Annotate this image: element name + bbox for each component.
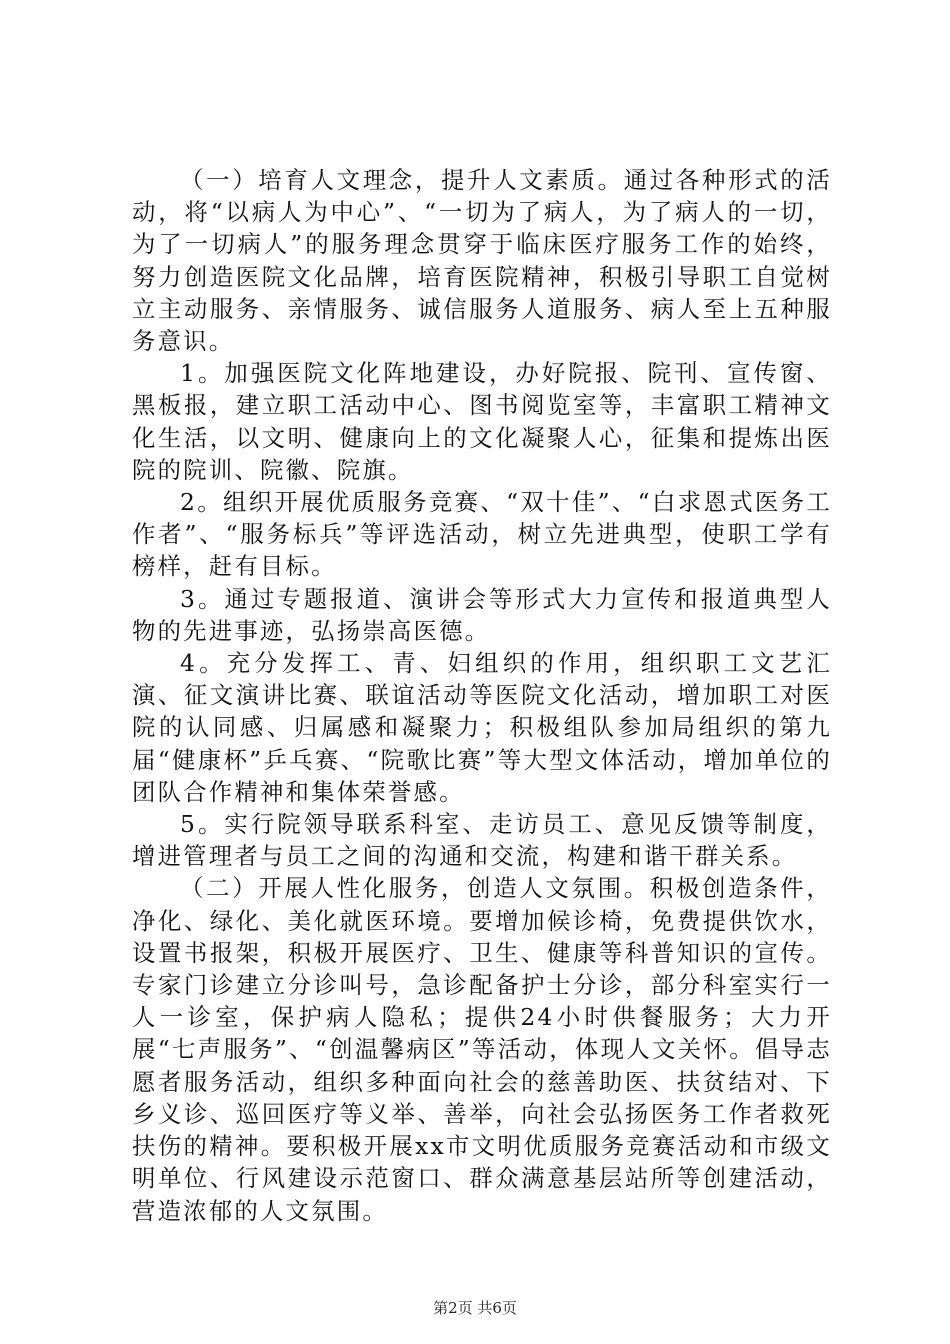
paragraph-item-4: 4。充分发挥工、青、妇组织的作用，组织职工文艺汇演、征文演讲比赛、联谊活动等医院文化活动，增加职工对医院的认同感、归属感和凝聚力；积极组队参加局组织的第九届“健康杯”乒乓赛、“院歌比赛”等大型文体活动，增加单位的团队合作精神和集体荣誉感。 xyxy=(132,649,832,806)
page-number-footer: 第2页 共6页 xyxy=(433,1299,517,1317)
paragraph-section-1-heading: （一）培育人文理念，提升人文素质。通过各种形式的活动，将“以病人为中心”、“一切为了病人，为了病人的一切，为了一切病人”的服务理念贯穿于临床医疗服务工作的始终，努力创造医院文化品牌，培育医院精神，积极引导职工自觉树立主动服务、亲情服务、诚信服务人道服务、病人至上五种服务意识。 xyxy=(132,166,832,356)
paragraph-item-2: 2。组织开展优质服务竞赛、“双十佳”、“白求恩式医务工作者”、“服务标兵”等评选活动，树立先进典型，使职工学有榜样，赶有目标。 xyxy=(132,488,832,581)
document-body xyxy=(132,164,832,1227)
paragraph-item-5: 5。实行院领导联系科室、走访员工、意见反馈等制度，增进管理者与员工之间的沟通和交流，构建和谐干群关系。 xyxy=(132,810,832,871)
paragraph-section-2-heading: （二）开展人性化服务，创造人文氛围。积极创造条件，净化、绿化、美化就医环境。要增加候诊椅，免费提供饮水，设置书报架，积极开展医疗、卫生、健康等科普知识的宣传。专家门诊建立分诊叫号，急诊配备护士分诊，部分科室实行一人一诊室，保护病人隐私；提供24小时供餐服务；大力开展“七声服务”、“创温馨病区”等活动，体现人文关怀。倡导志愿者服务活动，组织多种面向社会的慈善助医、扶贫结对、下乡义诊、巡回医疗等义举、善举，向社会弘扬医务工作者救死扶伤的精神。要积极开展xx市文明优质服务竞赛活动和市级文明单位、行风建设示范窗口、群众满意基层站所等创建活动，营造浓郁的人文氛围。 xyxy=(132,874,832,1225)
paragraph-item-3: 3。通过专题报道、演讲会等形式大力宣传和报道典型人物的先进事迹，弘扬崇高医德。 xyxy=(132,584,832,645)
paragraph-item-1: 1。加强医院文化阵地建设，办好院报、院刊、宣传窗、黑板报，建立职工活动中心、图书阅览室等，丰富职工精神文化生活，以文明、健康向上的文化凝聚人心，征集和提炼出医院的院训、院徽、院旗。 xyxy=(132,359,832,484)
